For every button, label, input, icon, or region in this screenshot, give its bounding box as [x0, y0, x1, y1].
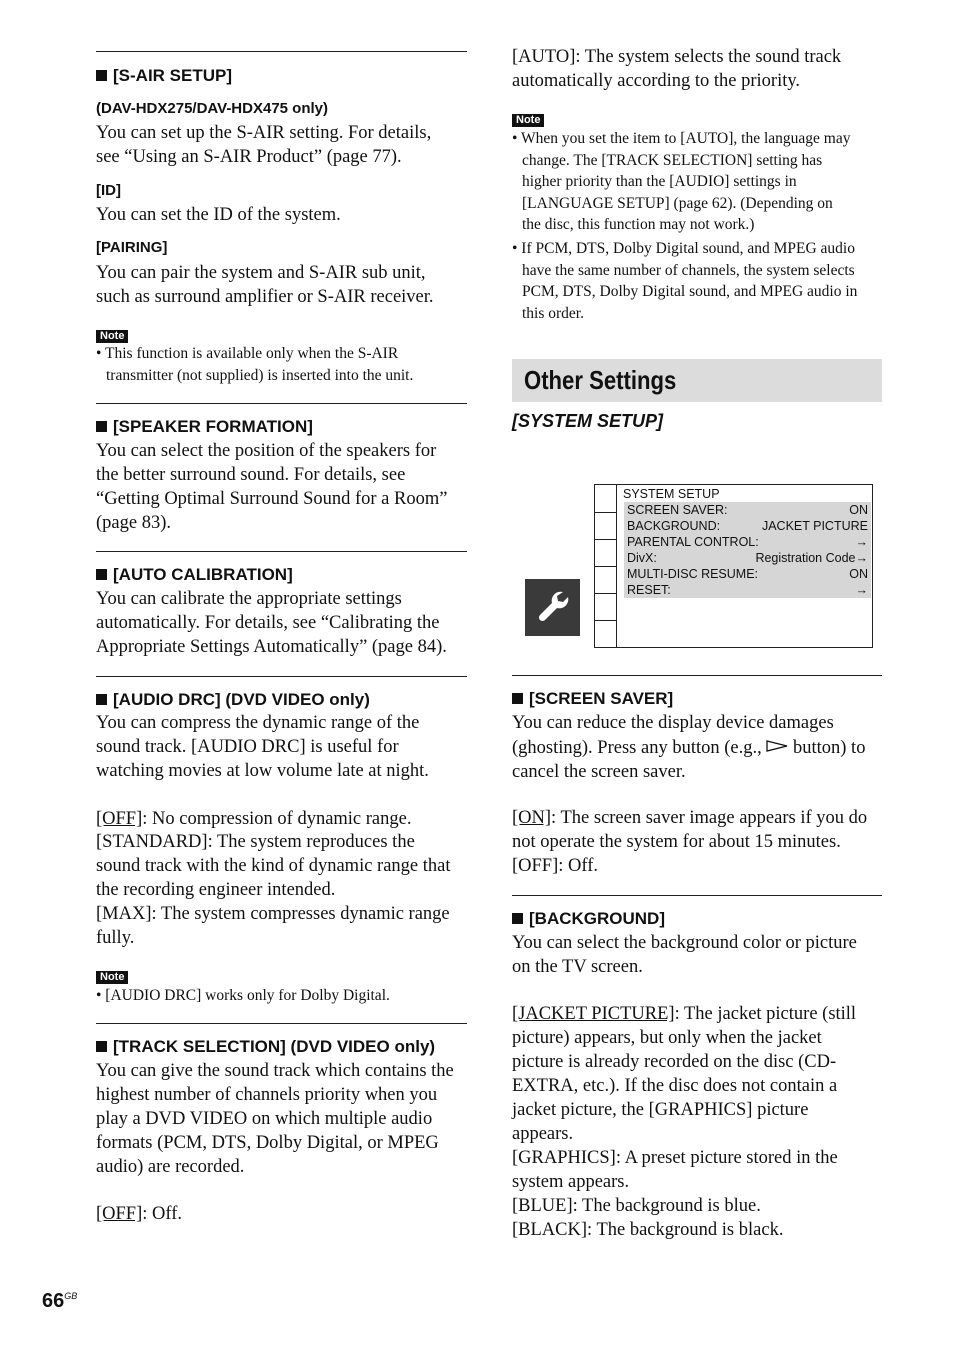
auto-calibration-text: You can calibrate the appropriate settings automatically. For details, see “Calibrating the Appropriate Settings Automatically” (page 84).	[96, 589, 447, 657]
screen-saver-heading: [SCREEN SAVER]	[512, 689, 882, 709]
screen-saver-on: [ON]: The screen saver image appears if you do not operate the system for about 15 minutes. [OFF]: Off.	[512, 808, 868, 876]
audio-drc-max: [MAX]: The system compresses dynamic range fully.	[96, 904, 450, 948]
menu-row: DivX: Registration Code→	[627, 551, 868, 565]
track-note-1: • When you set the item to [AUTO], the language may change. The [TRACK SELECTION] setting has higher priority than the [AUDIO] settings in [LANGUAGE SETUP] (page 62). (Depending on the disc, this function may not work.)	[512, 130, 851, 233]
note-badge: Note	[96, 971, 128, 984]
s-air-intro: You can set up the S-AIR setting. For details, see “Using an S-AIR Product” (page 77).	[96, 123, 432, 167]
menu-tab	[595, 593, 616, 594]
menu-title: SYSTEM SETUP	[623, 487, 720, 501]
square-bullet-icon	[96, 569, 107, 580]
background-heading: [BACKGROUND]	[512, 909, 882, 929]
menu-tab-strip	[595, 485, 617, 647]
system-setup-subtitle: [SYSTEM SETUP]	[512, 411, 664, 431]
s-air-setup-heading: [S-AIR SETUP]	[96, 66, 467, 86]
section-divider	[512, 895, 882, 896]
audio-drc-off: [OFF]: No compression of dynamic range.	[96, 809, 412, 829]
id-label: [ID]	[96, 182, 121, 199]
menu-row: MULTI-DISC RESUME: ON	[627, 567, 868, 581]
pairing-text: You can pair the system and S-AIR sub unit, such as surround amplifier or S-AIR receiver.	[96, 263, 434, 307]
menu-row: BACKGROUND: JACKET PICTURE	[627, 519, 868, 533]
section-divider	[96, 1023, 467, 1024]
section-divider	[96, 676, 467, 677]
system-setup-menu	[594, 484, 873, 648]
banner-title: Other Settings	[524, 365, 677, 395]
square-bullet-icon	[96, 70, 107, 81]
background-text: You can select the background color or picture on the TV screen.	[512, 933, 857, 977]
menu-tab	[595, 539, 616, 540]
auto-calibration-heading: [AUTO CALIBRATION]	[96, 565, 467, 585]
square-bullet-icon	[96, 1041, 107, 1052]
menu-tab	[595, 512, 616, 513]
audio-drc-text: You can compress the dynamic range of the sound track. [AUDIO DRC] is useful for watching movies at low volume late at night.	[96, 713, 429, 781]
speaker-formation-text: You can select the position of the speakers for the better surround sound. For details, see “Getting Optimal Surround Sound for a Room” (page 83).	[96, 441, 448, 533]
s-air-note: • This function is available only when the S-AIR transmitter (not supplied) is inserted into the unit.	[96, 345, 414, 384]
pairing-label: [PAIRING]	[96, 239, 168, 256]
section-divider	[512, 675, 882, 676]
menu-tab	[595, 566, 616, 567]
play-icon	[766, 735, 788, 759]
menu-row: PARENTAL CONTROL: →	[627, 535, 868, 549]
audio-drc-heading: [AUDIO DRC] (DVD VIDEO only)	[96, 690, 467, 710]
other-settings-banner	[512, 359, 882, 402]
square-bullet-icon	[96, 421, 107, 432]
wrench-icon	[525, 579, 580, 636]
track-selection-off: [OFF]: Off.	[96, 1204, 183, 1224]
menu-row: RESET: →	[627, 583, 868, 597]
menu-tab	[595, 620, 616, 621]
note-badge: Note	[512, 114, 544, 127]
track-selection-heading: [TRACK SELECTION] (DVD VIDEO only)	[96, 1037, 467, 1057]
track-selection-text: You can give the sound track which contains the highest number of channels priority when you play a DVD VIDEO on which multiple audio formats (PCM, DTS, Dolby Digital, or MPEG audio) are recorded.	[96, 1061, 454, 1177]
speaker-formation-heading: [SPEAKER FORMATION]	[96, 417, 467, 437]
page-number: $66^{GB}$	[42, 1290, 78, 1312]
background-options: [JACKET PICTURE]: The jacket picture (still picture) appears, but only when the jacket picture is already recorded on the disc (CD- EXTRA, etc.). If the disc does not contain a jacket picture, the [GRAPHICS] picture appears. [GRAPHICS]: A preset picture stored in the system appears. [BLUE]: The background is blue. [BLACK]: The background is black.	[512, 1004, 857, 1240]
audio-drc-standard: [STANDARD]: The system reproduces the sound track with the kind of dynamic range that the recording engineer intended.	[96, 832, 451, 900]
square-bullet-icon	[96, 694, 107, 705]
menu-row: SCREEN SAVER: ON	[627, 503, 868, 517]
screen-saver-text: You can reduce the display device damages (ghosting). Press any button (e.g., button) to cancel the screen saver.	[512, 713, 866, 782]
auto-option-text: [AUTO]: The system selects the sound track automatically according to the priority.	[512, 47, 842, 91]
square-bullet-icon	[512, 913, 523, 924]
section-divider	[96, 51, 467, 52]
audio-drc-note: • [AUDIO DRC] works only for Dolby Digital.	[96, 987, 390, 1004]
id-text: You can set the ID of the system.	[96, 205, 341, 225]
menu-panel	[624, 502, 871, 598]
square-bullet-icon	[512, 693, 523, 704]
section-divider	[96, 403, 467, 404]
note-badge: Note	[96, 330, 128, 343]
track-note-2: • If PCM, DTS, Dolby Digital sound, and MPEG audio have the same number of channels, the system selects PCM, DTS, Dolby Digital sound, and MPEG audio in this order.	[512, 240, 858, 322]
section-divider	[96, 551, 467, 552]
model-note: (DAV-HDX275/DAV-HDX475 only)	[96, 100, 329, 117]
